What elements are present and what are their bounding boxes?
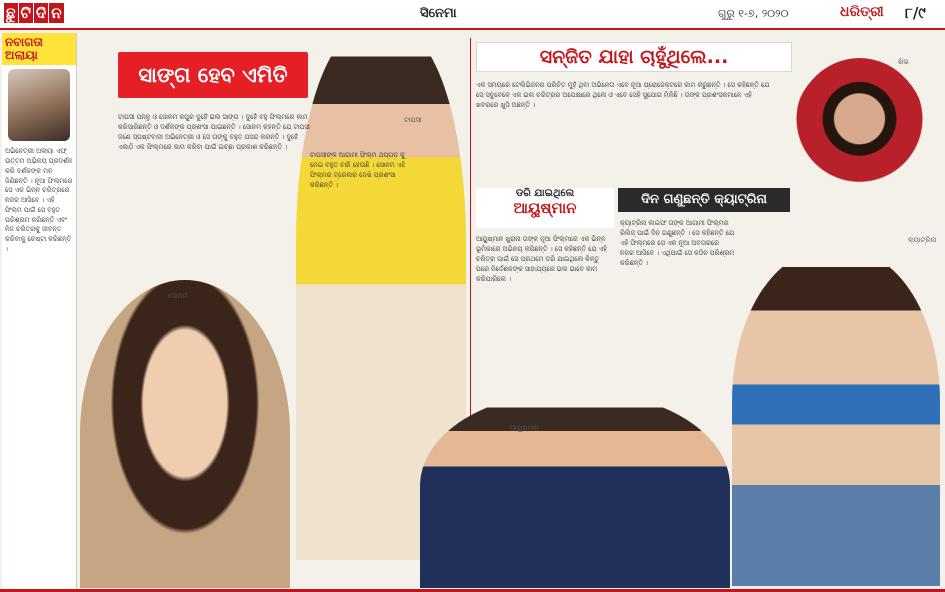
ayushmann-caption: ଆୟୁଷ୍ମାନ [510,424,540,432]
main-body-text: ଟାପସୀ ପନ୍ନୁ ଓ ସୋନମ କପୁର ଦୁହେଁ ଭଲ ସାଙ୍ଗ । ଦୁହେଁ ବହୁ ଫିଲ୍ମରେ କାମ କରିସାରିଛନ୍ତି ଓ ଦର୍ଶକଙ୍କ ପ୍ରଶଂସା ପାଇଛନ୍ତି । ସୋନମ କହନ୍ତି ଯେ ଟାପସୀ ଜଣେ ସ୍ପଷ୍ଟବାଦୀ ଅଭିନେତ୍ରୀ ଓ ସେ ତାଙ୍କୁ ବହୁତ ପସନ୍ଦ କରନ୍ତି । ଦୁହେଁ ଏକାଠି ଏକ ଫିଲ୍ମରେ କାମ କରିବା ପାଇଁ ଇଚ୍ଛା ପ୍ରକାଶ କରିଛନ୍ତି । [118,113,310,152]
section-logo-letter: ଦି [35,4,47,22]
ayushmann-photo [420,392,730,588]
section-logo-letter: ଛୁ [6,4,16,22]
katrina-photo [732,250,940,586]
katrina-headline: ଦିନ ଗଣୁଛନ୍ତି କ୍ୟାଟ୍ରିନା [618,188,790,212]
sanjita-body-text: ଏକ ସମୟରେ ଟେଲିଭିଜନର ପରିଚିତ ମୁହଁ ଥିବା ଅଭିନେତା ଏବେ ନୂଆ ପ୍ରୋଜେକ୍ଟରେ କାମ କରୁଛନ୍ତି । ସେ କହିଛନ୍ତି ଯେ ସେ ସବୁବେଳେ ଏକ ଭଲ ଚରିତ୍ରର ଅପେକ୍ଷାରେ ଥିଲେ ଓ ଏବେ ସେହି ସୁଯୋଗ ମିଳିଛି । ତାଙ୍କ ପ୍ରଶଂସକମାନେ ଏହି ଖବରରେ ଖୁସି ଅଛନ୍ତି । [476,81,770,110]
sidebar-column [2,33,77,589]
taapsee-caption: ଟାପସୀ [404,116,422,124]
shiv-photo [792,58,927,210]
sidebar-body-text: ଅଭିନେତ୍ରୀ ଅଲାୟା ଏଫ୍‌ ଉତ୍ତମ ଅଭିନୟ ପ୍ରଦର୍ଶନ କରି ଦର୍ଶକଙ୍କ ମନ ଜିଣିଛନ୍ତି । ନୂଆ ଫିଲ୍ମରେ ସେ ଏକ ଭିନ୍ନ ଚରିତ୍ରରେ ନଜର ଆସିବେ । ଏହି ଫିଲ୍ମ ପାଇଁ ସେ ବହୁତ ପରିଶ୍ରମ କରିଛନ୍ତି ଏବଂ ନିଜ ଚରିତ୍ରକୁ ଜୀବନ୍ତ କରିବାକୁ ଚେଷ୍ଟା କରିଛନ୍ତି । [5,147,73,253]
sidebar-headline: ନବାଗତା ଅଲାୟା [2,33,76,65]
ayushmann-headline: ଆୟୁଷ୍ମାନ [513,199,577,217]
sanjita-headline: ସନ୍ଜିତ ଯାହା ଚାହୁଁଥିଲେ... [476,42,792,72]
section-logo-letter: ନ [51,4,62,22]
section-logo-letter: ଟି [20,4,31,22]
main-body-text-2: ଟାପସୀଙ୍କ ଆଗାମୀ ଫିଲ୍ମ ଥପ୍ପଡ଼ କୁ ନେଇ ବହୁତ ଚର୍ଚ୍ଚା ହେଉଛି । ସୋନମ ଏହି ଫିଲ୍ମର ଟ୍ରେଲର ଦେଖି ପ୍ରଶଂସା କରିଛନ୍ତି । [310,151,406,190]
page-section-title: ସିନେମା [420,6,457,21]
alaya-photo [8,69,70,141]
section-logo [4,3,65,23]
sonam-caption: ସୋନମ [168,292,188,300]
ayushmann-body-text: ଆୟୁଷ୍ମାନ ଖୁରାନା ତାଙ୍କ ନୂଆ ଫିଲ୍ମରେ ଏକ ଭିନ୍ନ ଭୂମିକାରେ ଅଭିନୟ କରିଛନ୍ତି । ସେ କହିଛନ୍ତି ଯେ ଏହି ଚରିତ୍ର ପାଇଁ ସେ ପ୍ରଥମେ ଡରି ଯାଇଥିଲେ କିନ୍ତୁ ପରେ ନିର୍ଦ୍ଦେଶକଙ୍କ ସାହାଯ୍ୟରେ ଭଲ ଭାବେ କାମ କରିପାରିଲେ । [476,235,608,284]
main-headline: ସାଙ୍ଗ ହେବ ଏମିତି [118,52,308,98]
page-number: ୮/୯ [905,4,926,22]
issue-date: ଗୁରୁ ୧-୭, ୨୦୨୦ [718,7,789,20]
newspaper-logo: ଧରିତ୍ରୀ [840,4,884,20]
katrina-caption: କ୍ୟାଟ୍ରିନା [908,236,937,244]
page-header [0,0,945,30]
ayushmann-headline-box [476,188,614,228]
katrina-body-text: କ୍ୟାଟ୍ରିନା କାଇଫ ତାଙ୍କ ଆଗାମୀ ଫିଲ୍ମର ରିଲିଜ୍‌ ପାଇଁ ଦିନ ଗଣୁଛନ୍ତି । ସେ କହିଛନ୍ତି ଯେ ଏହି ଫିଲ୍ମରେ ସେ ଏକ ନୂଆ ଅବତାରରେ ନଜର ଆସିବେ । ଏଥିପାଇଁ ସେ କଠିନ ପରିଶ୍ରମ କରିଛନ୍ତି । [620,219,735,268]
shiv-caption: ଶିଭ [898,58,909,66]
sonam-photo [80,280,290,588]
ayushmann-kicker: ଡରି ଯାଇଥିଲେ [515,188,575,199]
